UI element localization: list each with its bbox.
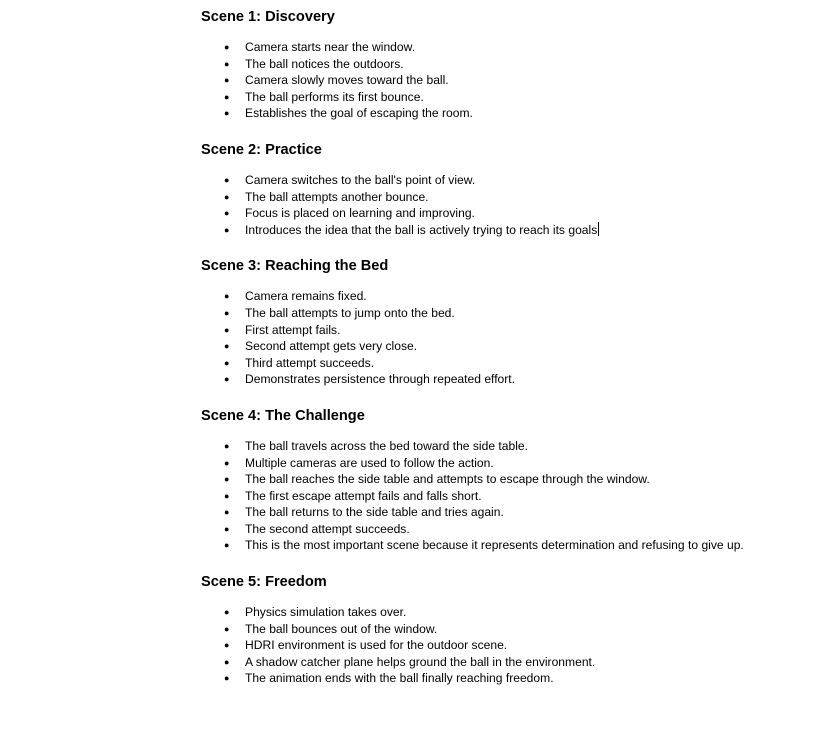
list-item xyxy=(201,455,821,472)
bullet-icon: ● xyxy=(224,75,230,86)
bullet-icon: ● xyxy=(224,673,230,684)
list-item xyxy=(201,654,821,671)
scene-3-section xyxy=(201,256,821,388)
list-item xyxy=(201,305,821,322)
scene-1-section xyxy=(201,7,821,122)
list-item xyxy=(201,471,821,488)
bullet-icon: ● xyxy=(224,374,230,385)
list-item xyxy=(201,172,821,189)
bullet-icon: ● xyxy=(224,341,230,352)
bullet-icon: ● xyxy=(224,42,230,52)
bullet-icon: ● xyxy=(224,174,230,185)
list-item-text: The ball travels across the bed toward the side table. xyxy=(245,438,529,453)
scene-2-bullet-list xyxy=(201,172,821,238)
bullet-icon: ● xyxy=(224,208,230,219)
scene-3-bullet-list xyxy=(201,288,821,388)
list-item xyxy=(201,205,821,222)
bullet-icon: ● xyxy=(224,108,230,119)
list-item-text: Second attempt gets very close. xyxy=(245,339,418,354)
scene-5-heading: Scene 5: Freedom xyxy=(201,574,327,591)
list-item-text: Introduces the idea that the ball is actively trying to reach its goals xyxy=(245,222,598,237)
scene-4-heading: Scene 4: The Challenge xyxy=(201,407,365,424)
list-item xyxy=(201,637,821,654)
scene-1-heading: Scene 1: Discovery xyxy=(201,9,335,25)
text-cursor xyxy=(598,222,599,236)
list-item xyxy=(201,39,821,56)
list-item-text: Multiple cameras are used to follow the action. xyxy=(245,455,494,470)
list-item xyxy=(201,322,821,339)
list-item-text: The ball bounces out of the window. xyxy=(245,621,438,636)
bullet-icon: ● xyxy=(224,91,230,102)
scene-4-section xyxy=(201,406,821,554)
list-item-text: This is the most important scene because it represents determination and refusing to give up. xyxy=(245,538,744,553)
list-item-text: Focus is placed on learning and improving. xyxy=(245,206,475,221)
list-item-text: The first escape attempt fails and falls short. xyxy=(245,488,482,503)
scene-5-section xyxy=(201,572,821,687)
scene-4-bullet-list xyxy=(201,438,821,554)
list-item-text: Demonstrates persistence through repeated effort. xyxy=(245,372,516,387)
bullet-icon: ● xyxy=(224,623,230,634)
list-item xyxy=(201,604,821,621)
list-item-text: First attempt fails. xyxy=(245,322,341,337)
list-item-text: Establishes the goal of escaping the room. xyxy=(245,106,473,121)
list-item xyxy=(201,537,821,554)
list-item xyxy=(201,72,821,89)
bullet-icon: ● xyxy=(224,224,230,235)
list-item-text: The animation ends with the ball finally reaching freedom. xyxy=(245,671,554,686)
bullet-icon: ● xyxy=(224,523,230,534)
list-item-text: A shadow catcher plane helps ground the ball in the environment. xyxy=(245,654,596,669)
bullet-icon: ● xyxy=(224,440,230,451)
bullet-icon: ● xyxy=(224,291,230,302)
list-item xyxy=(201,189,821,206)
scene-2-heading: Scene 2: Practice xyxy=(201,141,322,158)
list-item-text: Physics simulation takes over. xyxy=(245,605,407,620)
list-item-text: The ball performs its first bounce. xyxy=(245,89,424,104)
scene-5-bullet-list xyxy=(201,604,821,687)
list-item-text: Camera switches to the ball's point of view. xyxy=(245,172,476,187)
bullet-icon: ● xyxy=(224,656,230,667)
list-item xyxy=(201,355,821,372)
list-item-text: The second attempt succeeds. xyxy=(245,521,410,536)
list-item-text: Third attempt succeeds. xyxy=(245,355,375,370)
bullet-icon: ● xyxy=(224,191,230,202)
bullet-icon: ● xyxy=(224,307,230,318)
scene-1-bullet-list xyxy=(201,39,821,122)
list-item xyxy=(201,288,821,305)
bullet-icon: ● xyxy=(224,640,230,651)
bullet-icon: ● xyxy=(224,357,230,368)
list-item xyxy=(201,521,821,538)
list-item xyxy=(201,371,821,388)
list-item-text: HDRI environment is used for the outdoor scene. xyxy=(245,638,508,653)
bullet-icon: ● xyxy=(224,607,230,618)
bullet-icon: ● xyxy=(224,540,230,551)
list-item-text: The ball reaches the side table and attempts to escape through the window. xyxy=(245,472,650,487)
bullet-icon: ● xyxy=(224,474,230,485)
list-item xyxy=(201,56,821,73)
list-item xyxy=(201,105,821,122)
list-item xyxy=(201,621,821,638)
bullet-icon: ● xyxy=(224,324,230,335)
list-item-text: The ball attempts to jump onto the bed. xyxy=(245,305,455,320)
list-item xyxy=(201,338,821,355)
list-item xyxy=(201,222,821,239)
list-item xyxy=(201,670,821,687)
list-item-text: The ball attempts another bounce. xyxy=(245,189,429,204)
bullet-icon: ● xyxy=(224,457,230,468)
list-item xyxy=(201,438,821,455)
list-item xyxy=(201,488,821,505)
list-item-text: Camera slowly moves toward the ball. xyxy=(245,73,449,88)
document-body[interactable] xyxy=(201,7,821,687)
scene-2-section xyxy=(201,140,821,238)
list-item-text: Camera starts near the window. xyxy=(245,40,416,54)
list-item xyxy=(201,504,821,521)
list-item-text: The ball returns to the side table and tries again. xyxy=(245,505,504,520)
bullet-icon: ● xyxy=(224,507,230,518)
list-item-text: Camera remains fixed. xyxy=(245,289,367,304)
bullet-icon: ● xyxy=(224,58,230,69)
list-item-text: The ball notices the outdoors. xyxy=(245,56,404,71)
bullet-icon: ● xyxy=(224,490,230,501)
scene-3-heading: Scene 3: Reaching the Bed xyxy=(201,258,389,275)
list-item xyxy=(201,89,821,106)
